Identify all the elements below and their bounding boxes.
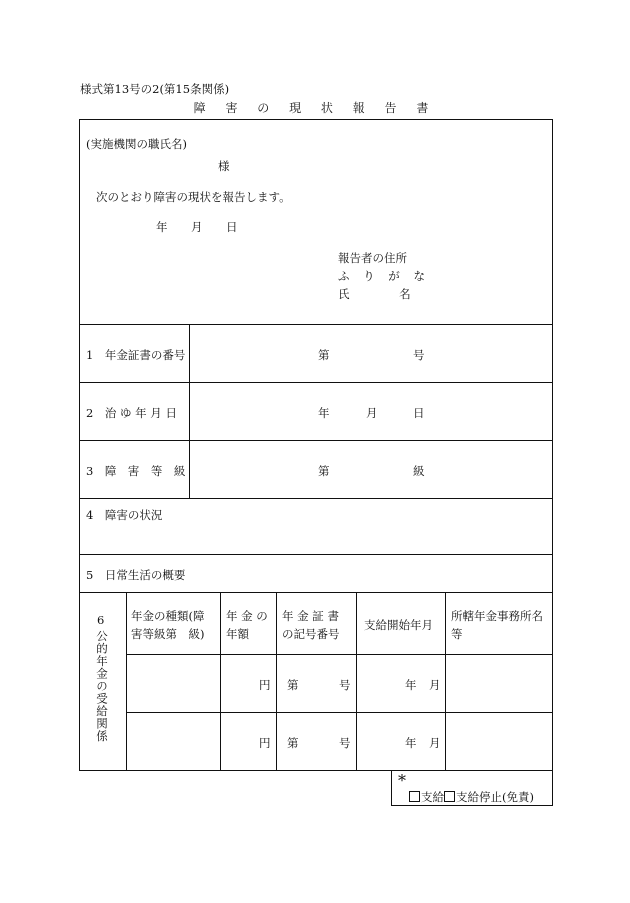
rule-pension-header (126, 654, 553, 655)
institution-label: (実施機関の職氏名) (86, 137, 187, 151)
row2-day: 日 (413, 406, 425, 420)
row1-cert-dai: 第 (287, 678, 299, 692)
row1-go: 号 (413, 348, 425, 362)
rule-row2 (79, 440, 553, 441)
rule-pension-row1 (126, 712, 553, 713)
date-month: 月 (191, 220, 203, 234)
rule-row5 (79, 592, 553, 593)
row3-label: 3 障 害 等 級 (86, 464, 186, 478)
option-pay-label: 支給 (421, 790, 444, 804)
row1-label: 1 年金証書の番号 (86, 348, 186, 362)
rule-top-section (79, 324, 553, 325)
name-label: 氏 名 (338, 287, 411, 301)
rule-row4 (79, 554, 553, 555)
row2-year: 年 (318, 406, 330, 420)
divider-pension-section (126, 592, 127, 771)
row2-cert-dai: 第 (287, 736, 299, 750)
row2-cert-go: 号 (339, 736, 351, 750)
header-amount-1: 年 金 の (226, 609, 268, 623)
row1-start-month: 月 (429, 678, 441, 692)
header-pension-type-1: 年金の種類(障 (131, 609, 205, 623)
divider-pension-col3 (356, 592, 357, 771)
row5-label: 5 日常生活の概要 (86, 568, 186, 582)
row2-yen: 円 (259, 736, 271, 750)
row4-label: 4 障害の状況 (86, 508, 163, 522)
header-cert-2: の記号番号 (282, 627, 340, 641)
header-amount-2: 年額 (226, 627, 249, 641)
rule-row3 (79, 498, 553, 499)
checkbox-stop[interactable] (444, 791, 455, 802)
furigana-label: ふ り が な (338, 269, 430, 283)
date-day: 日 (226, 220, 238, 234)
divider-pension-col1 (220, 592, 221, 771)
row2-label: 2 治 ゆ 年 月 日 (86, 406, 177, 420)
pension-section-number: 6 (97, 613, 105, 627)
row3-dai: 第 (318, 464, 330, 478)
option-stop-label: 支給停止(免責) (456, 790, 534, 804)
row2-start-month: 月 (429, 736, 441, 750)
row1-cert-go: 号 (339, 678, 351, 692)
row1-start-year: 年 (405, 678, 417, 692)
header-office-2: 等 (451, 627, 463, 641)
honorific-sama: 様 (218, 159, 230, 173)
date-year: 年 (156, 220, 168, 234)
pension-section-label: 公的年金の受給関係 (95, 630, 109, 743)
checkbox-pay[interactable] (409, 791, 420, 802)
header-pension-type-2: 害等級第 級) (131, 627, 205, 641)
document-title: 障 害 の 現 状 報 告 書 (193, 101, 437, 115)
asterisk-mark: * (398, 771, 406, 790)
header-office-1: 所轄年金事務所名 (451, 609, 543, 623)
row1-dai: 第 (318, 348, 330, 362)
row2-start-year: 年 (405, 736, 417, 750)
statement-text: 次のとおり障害の現状を報告します。 (96, 190, 291, 204)
form-number: 様式第13号の2(第15条関係) (80, 82, 230, 96)
divider-pension-col4 (445, 592, 446, 771)
header-cert-1: 年 金 証 書 (282, 609, 339, 623)
divider-rows-1-3 (189, 324, 190, 498)
reporter-address-label: 報告者の住所 (338, 251, 407, 265)
row3-kyu: 級 (413, 464, 425, 478)
row2-month: 月 (366, 406, 378, 420)
payment-options (409, 789, 534, 805)
header-start-date: 支給開始年月 (364, 618, 433, 632)
divider-pension-col2 (276, 592, 277, 771)
rule-row1 (79, 382, 553, 383)
row1-yen: 円 (259, 678, 271, 692)
form-frame (79, 119, 553, 771)
